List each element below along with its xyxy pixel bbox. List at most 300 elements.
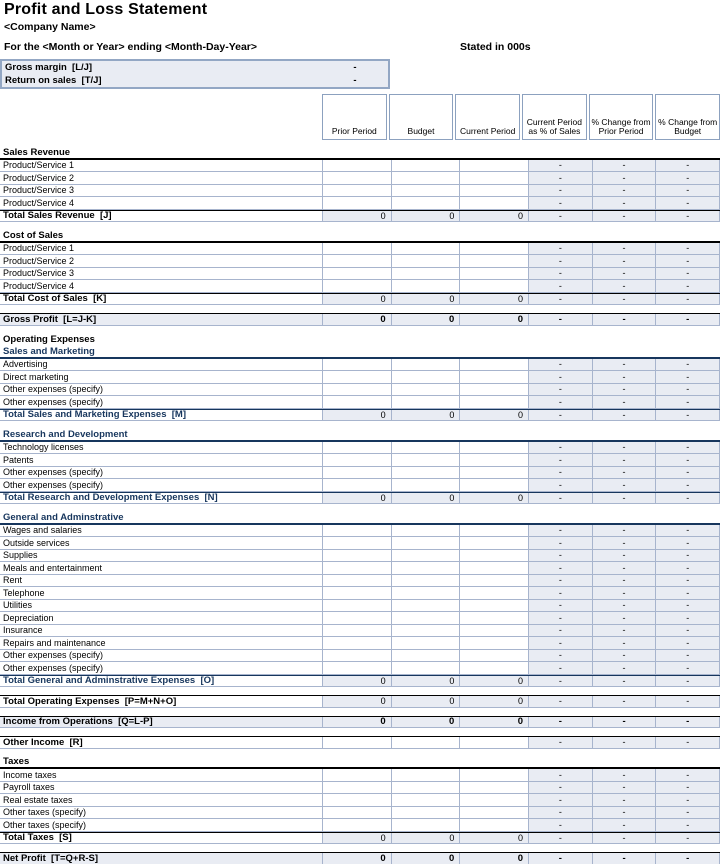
cell-pct-change-from-prior-period: -: [592, 160, 656, 173]
cell-current-period[interactable]: [459, 769, 528, 782]
row-label: Total Operating Expenses [P=M+N+O]: [0, 696, 322, 707]
table-row: [0, 637, 720, 650]
row-label: Sales Revenue: [3, 147, 71, 158]
cell-pct-change-from-prior-period: -: [592, 211, 656, 222]
table-row: [0, 396, 720, 409]
cell-current-period[interactable]: [459, 243, 528, 256]
table-row: [0, 769, 720, 782]
cell-budget[interactable]: [391, 807, 460, 820]
cell-current-period: 0: [459, 314, 528, 325]
cell-budget[interactable]: [391, 575, 460, 588]
cell-pct-change-from-budget: -: [655, 185, 720, 198]
row-label: Direct marketing: [0, 371, 322, 384]
cell-budget: 0: [391, 676, 460, 687]
cell-pct-change-from-budget: -: [655, 294, 720, 305]
cell-pct-change-from-prior-period: -: [592, 737, 656, 748]
cell-current-period[interactable]: [459, 371, 528, 384]
cell-pct-change-from-prior-period: -: [592, 717, 656, 728]
cell-budget: 0: [391, 211, 460, 222]
cell-current-period: 0: [459, 696, 528, 707]
cell-pct-change-from-prior-period: -: [592, 525, 656, 538]
cell-budget[interactable]: [391, 637, 460, 650]
cell-pct-change-from-prior-period: -: [592, 255, 656, 268]
cell-prior-period[interactable]: [322, 537, 391, 550]
cell-prior-period[interactable]: [322, 371, 391, 384]
summary-label: Gross margin [L/J]: [5, 62, 93, 73]
cell-prior-period[interactable]: [322, 737, 391, 748]
spacer-row: [0, 504, 720, 512]
cell-current-period-pct-of-sales: -: [528, 268, 592, 281]
cell-current-period-pct-of-sales: -: [528, 172, 592, 185]
row-label: Payroll taxes: [0, 782, 322, 795]
section-heading-row: [0, 429, 720, 442]
cell-current-period-pct-of-sales: -: [528, 396, 592, 409]
cell-pct-change-from-budget: -: [655, 807, 720, 820]
section-heading-row: [0, 230, 720, 243]
cell-current-period[interactable]: [459, 255, 528, 268]
row-label: Depreciation: [0, 612, 322, 625]
cell-current-period-pct-of-sales: -: [528, 650, 592, 663]
cell-current-period-pct-of-sales: -: [528, 211, 592, 222]
cell-prior-period[interactable]: [322, 396, 391, 409]
cell-current-period[interactable]: [459, 819, 528, 832]
row-label: Meals and entertainment: [0, 562, 322, 575]
row-label: Total Research and Development Expenses [N]: [0, 493, 322, 504]
row-label: Product/Service 2: [0, 172, 322, 185]
cell-budget[interactable]: [391, 819, 460, 832]
cell-budget[interactable]: [391, 467, 460, 480]
cell-current-period[interactable]: [459, 782, 528, 795]
cell-budget[interactable]: [391, 396, 460, 409]
cell-pct-change-from-prior-period: -: [592, 662, 656, 675]
table-row: [0, 716, 720, 729]
cell-budget[interactable]: [391, 782, 460, 795]
cell-current-period[interactable]: [459, 479, 528, 492]
table-row: [0, 359, 720, 372]
cell-current-period-pct-of-sales: -: [528, 454, 592, 467]
cell-current-period[interactable]: [459, 662, 528, 675]
row-label: Sales and Marketing: [3, 346, 95, 357]
cell-current-period-pct-of-sales: -: [528, 467, 592, 480]
table-row: [0, 293, 720, 306]
cell-budget[interactable]: [391, 384, 460, 397]
row-label: Wages and salaries: [0, 525, 322, 538]
table-row: [0, 280, 720, 293]
cell-current-period-pct-of-sales: -: [528, 280, 592, 293]
cell-prior-period[interactable]: [322, 172, 391, 185]
table-row: [0, 210, 720, 223]
column-header-row: [322, 94, 720, 140]
cell-pct-change-from-budget: -: [655, 717, 720, 728]
cell-pct-change-from-prior-period: -: [592, 562, 656, 575]
cell-pct-change-from-prior-period: -: [592, 243, 656, 256]
cell-budget[interactable]: [391, 371, 460, 384]
spacer-row: [0, 326, 720, 334]
cell-pct-change-from-prior-period: -: [592, 396, 656, 409]
cell-pct-change-from-budget: -: [655, 243, 720, 256]
cell-budget[interactable]: [391, 479, 460, 492]
cell-pct-change-from-budget: -: [655, 255, 720, 268]
cell-prior-period[interactable]: [322, 359, 391, 372]
cell-budget[interactable]: [391, 612, 460, 625]
cell-budget[interactable]: [391, 185, 460, 198]
cell-prior-period[interactable]: [322, 197, 391, 210]
cell-current-period[interactable]: [459, 280, 528, 293]
cell-current-period[interactable]: [459, 650, 528, 663]
cell-pct-change-from-budget: -: [655, 442, 720, 455]
cell-budget[interactable]: [391, 160, 460, 173]
cell-budget[interactable]: [391, 662, 460, 675]
cell-current-period[interactable]: [459, 587, 528, 600]
cell-budget[interactable]: [391, 172, 460, 185]
cell-current-period[interactable]: [459, 268, 528, 281]
cell-budget[interactable]: [391, 562, 460, 575]
cell-current-period[interactable]: [459, 737, 528, 748]
cell-current-period-pct-of-sales: -: [528, 587, 592, 600]
cell-budget[interactable]: [391, 794, 460, 807]
cell-budget[interactable]: [391, 737, 460, 748]
cell-current-period-pct-of-sales: -: [528, 853, 592, 864]
row-label: Total Sales Revenue [J]: [0, 211, 322, 222]
cell-pct-change-from-prior-period: -: [592, 442, 656, 455]
cell-pct-change-from-budget: -: [655, 493, 720, 504]
cell-budget[interactable]: [391, 600, 460, 613]
cell-pct-change-from-prior-period: -: [592, 280, 656, 293]
cell-current-period[interactable]: [459, 454, 528, 467]
cell-pct-change-from-prior-period: -: [592, 268, 656, 281]
row-label: Other expenses (specify): [0, 467, 322, 480]
spacer-row: [0, 222, 720, 230]
row-label: Insurance: [0, 625, 322, 638]
summary-value: -: [353, 62, 357, 73]
cell-budget[interactable]: [391, 255, 460, 268]
cell-budget[interactable]: [391, 625, 460, 638]
table-row: [0, 807, 720, 820]
cell-pct-change-from-budget: -: [655, 769, 720, 782]
cell-prior-period[interactable]: [322, 185, 391, 198]
spacer-row: [0, 305, 720, 313]
cell-prior-period[interactable]: [322, 442, 391, 455]
page-title: Profit and Loss Statement: [4, 1, 208, 18]
cell-prior-period[interactable]: [322, 662, 391, 675]
cell-budget[interactable]: [391, 359, 460, 372]
cell-current-period-pct-of-sales: -: [528, 185, 592, 198]
cell-current-period-pct-of-sales: -: [528, 662, 592, 675]
cell-pct-change-from-prior-period: -: [592, 625, 656, 638]
cell-pct-change-from-prior-period: -: [592, 794, 656, 807]
cell-prior-period[interactable]: [322, 525, 391, 538]
cell-pct-change-from-prior-period: -: [592, 197, 656, 210]
cell-current-period-pct-of-sales: -: [528, 314, 592, 325]
table-row: [0, 384, 720, 397]
table-row: [0, 371, 720, 384]
cell-pct-change-from-prior-period: -: [592, 493, 656, 504]
cell-prior-period: 0: [322, 853, 391, 864]
cell-pct-change-from-prior-period: -: [592, 676, 656, 687]
spacer-row: [0, 844, 720, 852]
column-header-prior-period: Prior Period: [322, 94, 387, 140]
cell-current-period-pct-of-sales: -: [528, 525, 592, 538]
cell-current-period-pct-of-sales: -: [528, 637, 592, 650]
cell-current-period[interactable]: [459, 807, 528, 820]
cell-current-period[interactable]: [459, 794, 528, 807]
cell-prior-period[interactable]: [322, 782, 391, 795]
cell-pct-change-from-prior-period: -: [592, 371, 656, 384]
cell-pct-change-from-budget: -: [655, 819, 720, 832]
row-label: Product/Service 4: [0, 280, 322, 293]
cell-current-period-pct-of-sales: -: [528, 807, 592, 820]
cell-pct-change-from-budget: -: [655, 160, 720, 173]
cell-pct-change-from-budget: -: [655, 696, 720, 707]
row-label: Research and Development: [3, 429, 128, 440]
cell-current-period: 0: [459, 833, 528, 844]
table-row: [0, 662, 720, 675]
cell-current-period: 0: [459, 853, 528, 864]
cell-pct-change-from-prior-period: -: [592, 384, 656, 397]
row-label: Product/Service 1: [0, 243, 322, 256]
row-label: Other Income [R]: [0, 737, 322, 748]
row-label: Taxes: [3, 756, 30, 767]
cell-current-period: 0: [459, 676, 528, 687]
table-row: [0, 479, 720, 492]
cell-current-period[interactable]: [459, 550, 528, 563]
cell-prior-period: 0: [322, 676, 391, 687]
cell-current-period-pct-of-sales: -: [528, 575, 592, 588]
cell-budget[interactable]: [391, 442, 460, 455]
cell-budget[interactable]: [391, 525, 460, 538]
row-label: Repairs and maintenance: [0, 637, 322, 650]
table-row: [0, 612, 720, 625]
cell-budget: 0: [391, 833, 460, 844]
cell-pct-change-from-prior-period: -: [592, 467, 656, 480]
section-heading-row: [0, 334, 720, 347]
row-label: Income taxes: [0, 769, 322, 782]
row-label: Product/Service 4: [0, 197, 322, 210]
row-label: Real estate taxes: [0, 794, 322, 807]
cell-prior-period[interactable]: [322, 612, 391, 625]
cell-current-period-pct-of-sales: -: [528, 717, 592, 728]
cell-prior-period[interactable]: [322, 637, 391, 650]
row-label: Product/Service 3: [0, 268, 322, 281]
table-row: [0, 243, 720, 256]
cell-budget[interactable]: [391, 268, 460, 281]
cell-current-period[interactable]: [459, 442, 528, 455]
row-label: Other expenses (specify): [0, 662, 322, 675]
table-row: [0, 160, 720, 173]
table-row: [0, 550, 720, 563]
cell-current-period: 0: [459, 211, 528, 222]
cell-pct-change-from-prior-period: -: [592, 185, 656, 198]
cell-pct-change-from-budget: -: [655, 637, 720, 650]
cell-current-period[interactable]: [459, 612, 528, 625]
cell-prior-period[interactable]: [322, 160, 391, 173]
cell-current-period[interactable]: [459, 562, 528, 575]
cell-current-period-pct-of-sales: -: [528, 550, 592, 563]
cell-current-period-pct-of-sales: -: [528, 442, 592, 455]
cell-pct-change-from-prior-period: -: [592, 650, 656, 663]
period-line: For the <Month or Year> ending <Month-Day-Year>: [4, 41, 258, 53]
cell-pct-change-from-budget: -: [655, 550, 720, 563]
cell-pct-change-from-budget: -: [655, 833, 720, 844]
column-header-current-period: Current Period: [455, 94, 520, 140]
cell-current-period[interactable]: [459, 600, 528, 613]
cell-pct-change-from-budget: -: [655, 384, 720, 397]
cell-budget: 0: [391, 717, 460, 728]
cell-budget[interactable]: [391, 769, 460, 782]
spacer-row: [0, 708, 720, 716]
cell-prior-period[interactable]: [322, 625, 391, 638]
cell-budget[interactable]: [391, 197, 460, 210]
cell-budget[interactable]: [391, 550, 460, 563]
cell-prior-period[interactable]: [322, 587, 391, 600]
cell-pct-change-from-budget: -: [655, 650, 720, 663]
cell-current-period[interactable]: [459, 160, 528, 173]
cell-prior-period[interactable]: [322, 454, 391, 467]
row-label: Other expenses (specify): [0, 396, 322, 409]
cell-prior-period: 0: [322, 833, 391, 844]
cell-pct-change-from-budget: -: [655, 625, 720, 638]
cell-budget[interactable]: [391, 650, 460, 663]
cell-pct-change-from-prior-period: -: [592, 696, 656, 707]
cell-prior-period: 0: [322, 211, 391, 222]
cell-prior-period[interactable]: [322, 575, 391, 588]
cell-prior-period[interactable]: [322, 243, 391, 256]
table-row: [0, 832, 720, 845]
row-label: Total Cost of Sales [K]: [0, 294, 322, 305]
cell-current-period[interactable]: [459, 525, 528, 538]
table-row: [0, 736, 720, 749]
stated-in-label: Stated in 000s: [460, 41, 531, 53]
cell-pct-change-from-budget: -: [655, 280, 720, 293]
cell-current-period-pct-of-sales: -: [528, 737, 592, 748]
row-label: Utilities: [0, 600, 322, 613]
cell-pct-change-from-prior-period: -: [592, 769, 656, 782]
cell-pct-change-from-budget: -: [655, 371, 720, 384]
cell-pct-change-from-budget: -: [655, 467, 720, 480]
row-label: Telephone: [0, 587, 322, 600]
cell-budget[interactable]: [391, 280, 460, 293]
cell-current-period[interactable]: [459, 185, 528, 198]
cell-current-period-pct-of-sales: -: [528, 410, 592, 421]
cell-current-period: 0: [459, 717, 528, 728]
row-label: Other expenses (specify): [0, 650, 322, 663]
cell-pct-change-from-budget: -: [655, 562, 720, 575]
row-label: Net Profit [T=Q+R-S]: [0, 853, 322, 864]
table-row: [0, 268, 720, 281]
table-row: [0, 819, 720, 832]
summary-row-gross-margin: [2, 61, 388, 74]
summary-row-return-on-sales: [2, 74, 388, 87]
cell-current-period[interactable]: [459, 396, 528, 409]
company-name: <Company Name>: [4, 21, 96, 33]
row-label: Total Taxes [S]: [0, 833, 322, 844]
column-header-budget: Budget: [389, 94, 454, 140]
cell-pct-change-from-budget: -: [655, 479, 720, 492]
cell-budget: 0: [391, 853, 460, 864]
cell-current-period[interactable]: [459, 197, 528, 210]
cell-pct-change-from-budget: -: [655, 587, 720, 600]
cell-prior-period: 0: [322, 410, 391, 421]
cell-pct-change-from-budget: -: [655, 794, 720, 807]
column-header-current-period-pct-of-sales: Current Period as % of Sales: [522, 94, 587, 140]
cell-pct-change-from-budget: -: [655, 575, 720, 588]
cell-budget: 0: [391, 294, 460, 305]
cell-current-period-pct-of-sales: -: [528, 537, 592, 550]
summary-value: -: [353, 75, 357, 86]
cell-prior-period[interactable]: [322, 794, 391, 807]
cell-current-period-pct-of-sales: -: [528, 493, 592, 504]
cell-pct-change-from-prior-period: -: [592, 454, 656, 467]
cell-prior-period[interactable]: [322, 467, 391, 480]
row-label: Supplies: [0, 550, 322, 563]
cell-budget[interactable]: [391, 243, 460, 256]
cell-pct-change-from-budget: -: [655, 268, 720, 281]
cell-prior-period[interactable]: [322, 479, 391, 492]
cell-prior-period[interactable]: [322, 650, 391, 663]
summary-label: Return on sales [T/J]: [5, 75, 102, 86]
row-label: Outside services: [0, 537, 322, 550]
cell-pct-change-from-budget: -: [655, 737, 720, 748]
cell-current-period: 0: [459, 294, 528, 305]
table-row: [0, 562, 720, 575]
column-header-pct-change-from-budget: % Change from Budget: [655, 94, 720, 140]
cell-pct-change-from-prior-period: -: [592, 807, 656, 820]
cell-prior-period[interactable]: [322, 280, 391, 293]
cell-pct-change-from-prior-period: -: [592, 819, 656, 832]
table-row: [0, 587, 720, 600]
cell-current-period[interactable]: [459, 172, 528, 185]
cell-budget[interactable]: [391, 587, 460, 600]
cell-prior-period[interactable]: [322, 384, 391, 397]
cell-current-period-pct-of-sales: -: [528, 782, 592, 795]
cell-pct-change-from-budget: -: [655, 396, 720, 409]
cell-prior-period[interactable]: [322, 600, 391, 613]
cell-budget[interactable]: [391, 454, 460, 467]
cell-current-period[interactable]: [459, 575, 528, 588]
row-label: Total Sales and Marketing Expenses [M]: [0, 410, 322, 421]
cell-pct-change-from-prior-period: -: [592, 853, 656, 864]
cell-prior-period[interactable]: [322, 255, 391, 268]
cell-current-period[interactable]: [459, 537, 528, 550]
table-row: [0, 650, 720, 663]
table-row: [0, 537, 720, 550]
cell-prior-period[interactable]: [322, 550, 391, 563]
cell-pct-change-from-prior-period: -: [592, 314, 656, 325]
cell-pct-change-from-prior-period: -: [592, 172, 656, 185]
row-label: Rent: [0, 575, 322, 588]
cell-budget: 0: [391, 493, 460, 504]
cell-current-period-pct-of-sales: -: [528, 769, 592, 782]
cell-current-period[interactable]: [459, 637, 528, 650]
cell-pct-change-from-budget: -: [655, 662, 720, 675]
cell-prior-period[interactable]: [322, 562, 391, 575]
cell-current-period[interactable]: [459, 359, 528, 372]
cell-prior-period[interactable]: [322, 819, 391, 832]
cell-current-period[interactable]: [459, 625, 528, 638]
cell-current-period[interactable]: [459, 467, 528, 480]
cell-current-period[interactable]: [459, 384, 528, 397]
cell-budget[interactable]: [391, 537, 460, 550]
section-heading-row: [0, 147, 720, 160]
row-label: Income from Operations [Q=L-P]: [0, 717, 322, 728]
cell-prior-period[interactable]: [322, 268, 391, 281]
table-row: [0, 675, 720, 688]
section-heading-row: [0, 512, 720, 525]
cell-current-period-pct-of-sales: -: [528, 255, 592, 268]
statement-body: [0, 147, 720, 864]
cell-prior-period[interactable]: [322, 807, 391, 820]
cell-prior-period[interactable]: [322, 769, 391, 782]
